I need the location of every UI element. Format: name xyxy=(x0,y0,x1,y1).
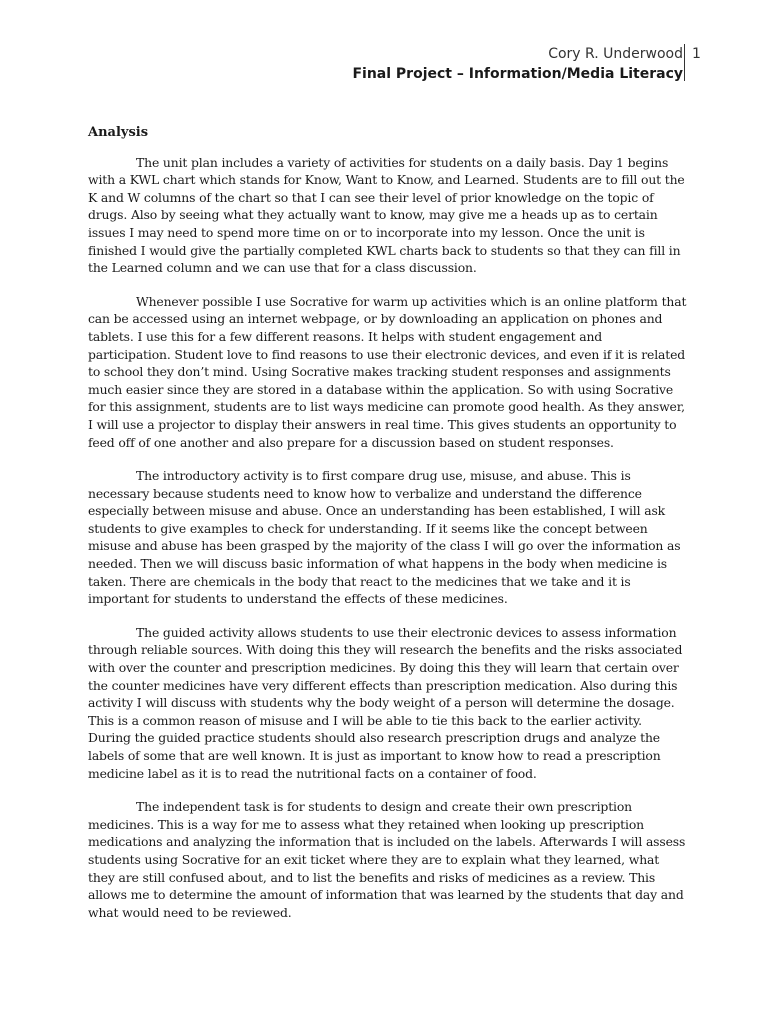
paragraph: The guided activity allows students to use their electronic devices to assess information through reliable sources. With doing this they will research the benefits and the risks associated with over the counter and prescription medicines. By doing this they will learn that certain over the counter medicines have very different effects than prescription medication. Also during this activity I will discuss with students why the body weight of a person will determine the dosage. This is a common reason of misuse and I will be able to tie this back to the earlier activity. During the guided practice students should also research prescription drugs and analyze the labels of some that are well known. It is just as important to know how to read a prescription medicine label as it is to read the nutritional facts on a container of food. xyxy=(88,624,683,781)
paragraph: The independent task is for students to design and create their own prescription medicines. This is a way for me to assess what they retained when looking up prescription medications and analyzing the information that is included on the labels. Afterwards I will assess students using Socrative for an exit ticket where they are to explain what they learned, what they are still confused about, and to list the benefits and risks of medicines as a review. This allows me to determine the amount of information that was learned by the students that day and what would need to be reviewed. xyxy=(88,799,686,920)
paragraph: Whenever possible I use Socrative for warm up activities which is an online platform that can be accessed using an internet webpage, or by downloading an application on phones and tablets. I use this for a few different reasons. It helps with student engagement and participation. Student love to find reasons to use their electronic devices, and even if it is related to school they don’t mind. Using Socrative makes tracking student responses and assignments much easier since they are stored in a database within the application. So with using Socrative for this assignment, students are to list ways medicine can promote good health. As they answer, I will use a projector to display their answers in real time. This gives students an opportunity to feed off of one another and also prepare for a discussion based on student responses. xyxy=(88,293,687,450)
paragraph: The introductory activity is to first compare drug use, misuse, and abuse. This is necessary because students need to know how to verbalize and understand the difference especially between misuse and abuse. Once an understanding has been established, I will ask students to give examples to check for understanding. If it seems like the concept between misuse and abuse has been grasped by the majority of the class I will go over the information as needed. Then we will discuss basic information of what happens in the body when medicine is taken. There are chemicals in the body that react to the medicines that we take and it is important for students to understand the effects of these medicines. xyxy=(88,468,681,607)
header-divider xyxy=(684,44,685,81)
section-heading: Analysis xyxy=(88,125,149,140)
document-body xyxy=(88,124,688,937)
paragraph: The unit plan includes a variety of activities for students on a daily basis. Day 1 begins with a KWL chart which stands for Know, Want to Know, and Learned. Students are to fill out the K and W columns of the chart so that I can see their level of prior knowledge on the topic of drugs. Also by seeing what they actually want to know, may give me a heads up as to certain issues I may need to spend more time on or to incorporate into my lesson. Once the unit is finished I would give the partially completed KWL charts back to students so that they can fill in the Learned column and we can use that for a class discussion. xyxy=(88,154,685,276)
header-title: Final Project – Information/Media Literacy xyxy=(352,66,683,82)
page-number: 1 xyxy=(692,46,701,62)
page-header xyxy=(352,44,683,84)
header-author: Cory R. Underwood xyxy=(548,46,683,62)
